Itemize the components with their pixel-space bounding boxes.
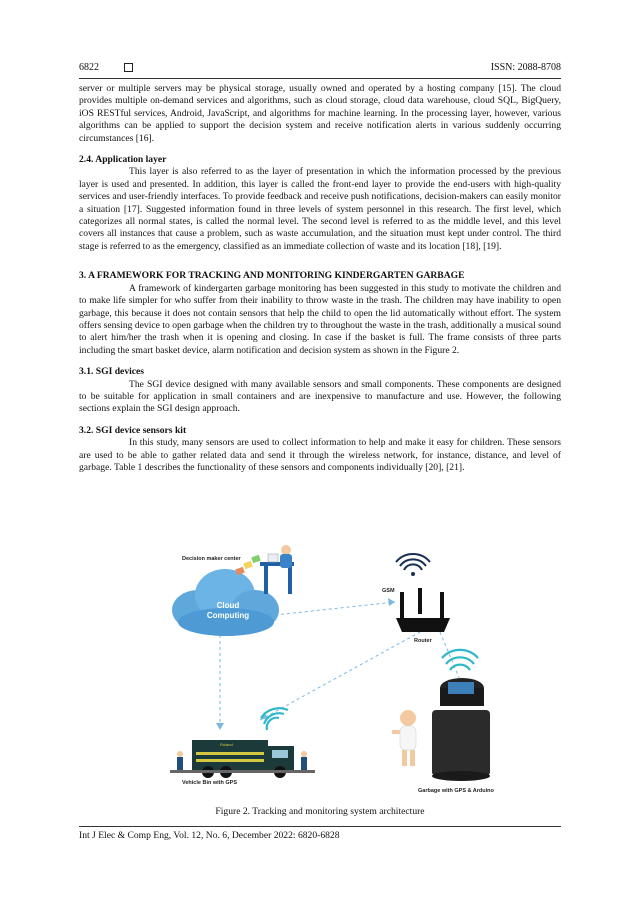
wifi-icon: [442, 650, 478, 670]
issn: ISSN: 2088-8708: [490, 62, 561, 73]
vehicle-label: Vehicle Bin with GPS: [182, 780, 238, 786]
section-text-2-4: This layer is also referred to as the layer of presentation in which the information processed by the previous layer is used and presented. In addition, this layer is called the front-end layer to provide the end-users with high-quality services and user-friendly interfaces. To provide feedback and receive push notifications, decision-makers can easily monitor a situation [17]. Suggested information found in three levels of system personnel in this research. The first level, which categorizes all normal states, is called the normal level. The second level is referred to as the middle level, and this level covers all instances that cause a problem, such as waste accumulation, and the situation must kept under control. The third stage is referred to as the emergency, classified as an immediate collection of waste and its location [18], [19].: [79, 166, 561, 252]
truck-brand-label: Roland: [220, 742, 233, 747]
architecture-diagram: [160, 540, 500, 798]
section-heading-3-2: 3.2. SGI device sensors kit: [79, 424, 187, 436]
link-router-vehicle: [260, 632, 420, 720]
gsm-label: GSM: [382, 588, 395, 594]
header-rule: [79, 78, 561, 79]
garbage-label: Garbage with GPS & Arduino: [418, 788, 494, 794]
smart-bin-icon: [432, 678, 490, 781]
footer-rule: [79, 826, 561, 827]
decision-label: Decision maker center: [182, 556, 241, 562]
router-icon: [396, 588, 450, 632]
figure-caption: Figure 2. Tracking and monitoring system architecture: [215, 806, 425, 817]
link-cloud-router: [275, 602, 395, 615]
section-text-3-2: In this study, many sensors are used to collect information to help and make it easy for children. These sensors are used to be able to gather related data and send it through the wireless network, for instance, distance, and level of garbage. Table 1 describes the functionality of these sensors and components individually [20], [21].: [79, 437, 561, 473]
child-icon: [392, 710, 416, 766]
cloud-label-1: Cloud: [216, 601, 240, 610]
gsm-signal-icon: [396, 554, 430, 570]
journal-citation: Int J Elec & Comp Eng, Vol. 12, No. 6, December 2022: 6820-6828: [79, 830, 340, 841]
page-number: 6822: [79, 62, 99, 73]
garbage-truck-icon: [170, 740, 315, 778]
running-header: [79, 62, 561, 76]
section-text-3: A framework of kindergarten garbage monitoring has been suggested in this study to motivate the children and to make life simpler for who suffer from their inability to throw waste in the trash. The children may have inability to open garbage, this because it does not contain sensors that help the child to open the lid automatically without effort. The system offers sensing device to open garbage when the children try to throughout the waste in the trash, additionally a musical sound to alert him/her the trash when it is opening and closing. In case if the basket is full. The frame consists of three parts including the smart basket device, alarm notification and decision system as shown in the Figure 2.: [79, 282, 561, 356]
section-heading-3: 3. A FRAMEWORK FOR TRACKING AND MONITORING KINDERGARTEN GARBAGE: [79, 270, 465, 282]
router-label: Router: [414, 638, 432, 644]
cloud-label-2: Computing: [206, 611, 250, 620]
intro-paragraph: server or multiple servers may be physical storage, usually owned and operated by a hosting company [15]. The cloud provides multiple on-demand services and algorithms, such as cloud storage, cloud data warehouse, cloud SQL, BigQuery, iOS RESTful services, Android, JavaScript, and algorithms for machine learning. In the processing layer, however, various algorithms can be applied to support the decision system and receive notification alerts in various suddenly occurring circumstances [16].: [79, 83, 561, 144]
section-heading-2-4: 2.4. Application layer: [79, 154, 167, 166]
truck-wifi-icon: [261, 708, 288, 730]
section-text-3-1: The SGI device designed with many available sensors and small components. These components are designed to be suitable for application in small containers and are inexpensive to manufacture and use. However, the following sections explain the SGI design approach.: [79, 378, 561, 415]
square-icon: [124, 63, 133, 72]
figure-architecture: [160, 540, 500, 798]
body-text: [79, 83, 561, 474]
section-heading-3-1: 3.1. SGI devices: [79, 366, 145, 378]
